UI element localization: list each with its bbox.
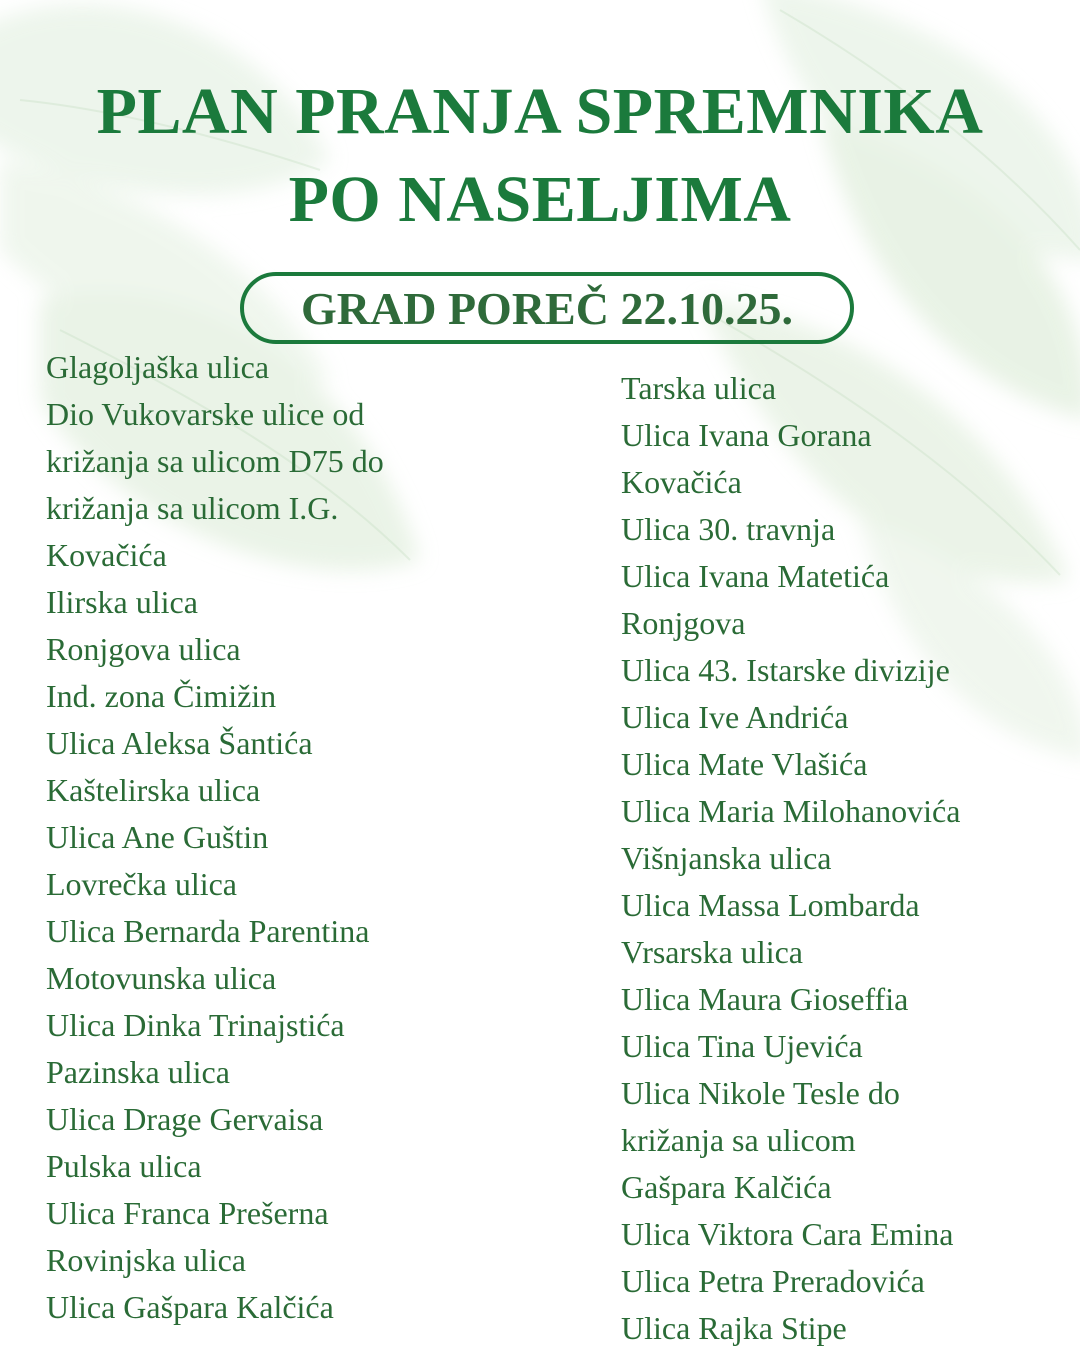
- list-item: Ulica Maura Gioseffia: [621, 981, 909, 1017]
- list-item: Ulica Maria Milohanovića: [621, 793, 961, 829]
- location-date-label: GRAD POREČ 22.10.25.: [301, 282, 793, 334]
- list-item: Ulica Viktora Cara Emina: [621, 1216, 954, 1252]
- list-item: Dio Vukovarske ulice od: [46, 396, 365, 432]
- list-item: Motovunska ulica: [46, 960, 277, 996]
- list-item: Kovačića: [46, 537, 167, 573]
- title-line-1: PLAN PRANJA SPREMNIKA: [96, 75, 984, 148]
- list-item: Ulica Rajka Stipe: [621, 1310, 847, 1346]
- list-item: Ulica Franca Prešerna: [46, 1195, 329, 1231]
- list-item: križanja sa ulicom: [621, 1122, 856, 1158]
- list-item: Rovinjska ulica: [46, 1242, 246, 1278]
- list-item: Glagoljaška ulica: [46, 349, 270, 385]
- location-date-badge: [240, 272, 854, 344]
- list-item: Ulica Ane Guštin: [46, 819, 269, 855]
- list-item: Ulica 43. Istarske divizije: [621, 652, 950, 688]
- list-item: Višnjanska ulica: [621, 840, 832, 876]
- street-list-right: [621, 365, 1061, 1352]
- list-item: križanja sa ulicom D75 do: [46, 443, 384, 479]
- list-item: Ulica Drage Gervaisa: [46, 1101, 324, 1137]
- list-item: Tarska ulica: [621, 370, 777, 406]
- list-item: Pazinska ulica: [46, 1054, 230, 1090]
- list-item: Ronjgova ulica: [46, 631, 241, 667]
- list-item: Ind. zona Čimižin: [46, 678, 277, 714]
- list-item: Vrsarska ulica: [621, 934, 803, 970]
- list-item: Pulska ulica: [46, 1148, 202, 1184]
- list-item: Kovačića: [621, 464, 742, 500]
- list-item: Ulica Massa Lombarda: [621, 887, 920, 923]
- list-item: Ronjgova: [621, 605, 746, 641]
- list-item: Ulica Tina Ujevića: [621, 1028, 863, 1064]
- list-item: Lovrečka ulica: [46, 866, 237, 902]
- page-title: [0, 68, 1080, 244]
- list-item: Ulica Ivana Matetića: [621, 558, 890, 594]
- list-item: Kaštelirska ulica: [46, 772, 261, 808]
- list-item: Ilirska ulica: [46, 584, 198, 620]
- list-item: križanja sa ulicom I.G.: [46, 490, 339, 526]
- list-item: Ulica Bernarda Parentina: [46, 913, 370, 949]
- list-item: Ulica Nikole Tesle do: [621, 1075, 900, 1111]
- list-item: Ulica Ivana Gorana: [621, 417, 872, 453]
- list-item: Gašpara Kalčića: [621, 1169, 832, 1205]
- list-item: Ulica Dinka Trinajstića: [46, 1007, 345, 1043]
- title-line-2: PO NASELJIMA: [288, 163, 792, 236]
- list-item: Ulica Mate Vlašića: [621, 746, 868, 782]
- list-item: Ulica Gašpara Kalčića: [46, 1289, 334, 1325]
- list-item: Ulica Aleksa Šantića: [46, 725, 313, 761]
- list-item: Ulica Petra Preradovića: [621, 1263, 925, 1299]
- street-list-left: [46, 344, 566, 1331]
- list-item: Ulica 30. travnja: [621, 511, 836, 547]
- list-item: Ulica Ive Andrića: [621, 699, 849, 735]
